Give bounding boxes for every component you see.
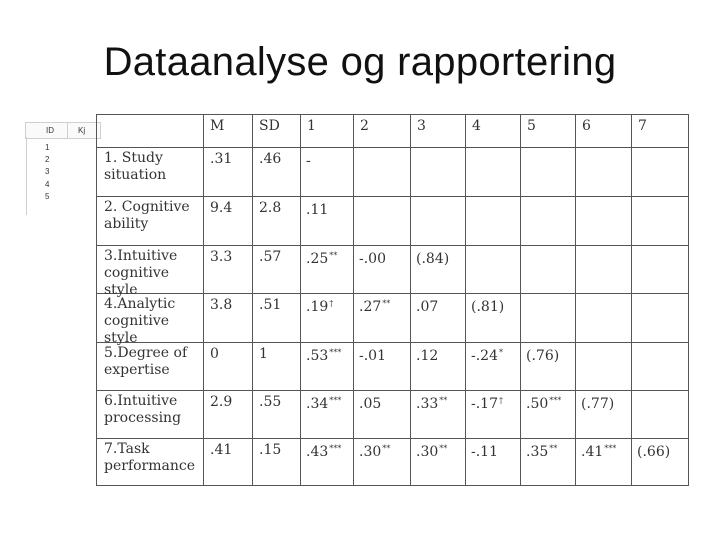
spreadsheet-row-id: 4 xyxy=(45,179,50,189)
column-header xyxy=(360,118,369,134)
correlation-cell-text: .12 xyxy=(416,348,439,364)
correlation-cell-text: -.17 xyxy=(471,396,498,412)
correlation-cell xyxy=(306,396,341,412)
column-header-text: 5 xyxy=(527,118,536,134)
correlation-cell-text: .35 xyxy=(526,444,549,460)
table-column-divider xyxy=(410,115,411,485)
mean-cell xyxy=(210,394,232,410)
spreadsheet-row-id: 5 xyxy=(45,191,50,201)
correlation-cell xyxy=(471,444,498,460)
correlation-cell-text: .30 xyxy=(416,444,439,460)
table-column-divider xyxy=(353,115,354,485)
row-label xyxy=(104,441,199,475)
sd-cell xyxy=(259,200,281,216)
spreadsheet-header-id: ID xyxy=(26,123,68,138)
column-header xyxy=(638,118,647,134)
mean-cell-text: .41 xyxy=(210,442,233,458)
significance-marker: ** xyxy=(382,444,391,453)
correlation-cell-text: - xyxy=(306,153,311,169)
significance-marker: *** xyxy=(604,444,617,453)
correlation-cell-text: .11 xyxy=(306,202,329,218)
correlation-cell-text: .27 xyxy=(359,299,382,315)
correlation-cell-text: .34 xyxy=(306,396,329,412)
correlation-cell xyxy=(581,444,616,460)
mean-cell-text: 2.9 xyxy=(210,394,233,410)
mean-cell xyxy=(210,297,232,313)
column-header xyxy=(259,118,280,134)
column-header-text: 2 xyxy=(360,118,369,134)
correlation-cell xyxy=(359,299,390,315)
mean-cell-text: 3.8 xyxy=(210,297,233,313)
sd-cell xyxy=(259,151,281,167)
correlation-cell xyxy=(359,348,386,364)
row-label-text: 5.Degree of expertise xyxy=(104,345,188,378)
row-label xyxy=(104,345,199,379)
mean-cell-text: .31 xyxy=(210,151,233,167)
spreadsheet-header-kj: Kj xyxy=(78,126,86,135)
column-header xyxy=(527,118,536,134)
spreadsheet-row-id: 2 xyxy=(45,155,50,165)
correlation-cell xyxy=(471,396,503,412)
correlation-cell xyxy=(416,444,447,460)
correlation-cell xyxy=(359,251,386,267)
sd-cell-text: .51 xyxy=(259,297,282,313)
correlation-cell-text: -.11 xyxy=(471,444,498,460)
row-label-text: 3.Intuitive cognitive style xyxy=(104,248,178,298)
correlation-cell-text: .25 xyxy=(306,251,329,267)
significance-marker: ** xyxy=(439,444,448,453)
spreadsheet-row-id: 1 xyxy=(45,143,50,152)
table-column-divider xyxy=(520,115,521,485)
correlation-cell-text: .07 xyxy=(416,299,439,315)
column-header xyxy=(307,118,316,134)
correlation-cell-text: (.81) xyxy=(471,299,505,315)
correlation-cell xyxy=(526,444,557,460)
correlation-cell-text: (.84) xyxy=(416,251,450,267)
column-header xyxy=(210,118,224,134)
row-label xyxy=(104,248,199,299)
column-header-text: 6 xyxy=(582,118,591,134)
sd-cell-text: 1 xyxy=(259,346,268,362)
correlation-cell-text: .33 xyxy=(416,396,439,412)
mean-cell-text: 0 xyxy=(210,346,219,362)
correlation-cell-text: (.77) xyxy=(581,396,615,412)
correlation-cell-text: -.00 xyxy=(359,251,386,267)
mean-cell-text: 3.3 xyxy=(210,249,233,265)
correlation-cell-text: .41 xyxy=(581,444,604,460)
spreadsheet-header xyxy=(25,122,101,139)
significance-marker: ** xyxy=(549,444,558,453)
table-row-divider xyxy=(97,390,688,391)
sd-cell xyxy=(259,394,281,410)
correlation-cell xyxy=(526,348,559,364)
spreadsheet-row-id: 3 xyxy=(45,167,50,177)
row-label-text: 1. Study situation xyxy=(104,150,167,183)
significance-marker: ** xyxy=(382,299,391,308)
correlation-cell xyxy=(306,299,333,315)
sd-cell xyxy=(259,346,268,362)
table-column-divider xyxy=(575,115,576,485)
row-label-text: 4.Analytic cognitive style xyxy=(104,296,176,346)
correlation-table xyxy=(96,114,689,486)
correlation-cell xyxy=(471,299,504,315)
sd-cell-text: .57 xyxy=(259,249,282,265)
correlation-cell-text: -.24 xyxy=(471,348,498,364)
column-header-text: 3 xyxy=(417,118,426,134)
correlation-cell xyxy=(306,348,341,364)
column-header-text: SD xyxy=(259,118,280,134)
correlation-cell xyxy=(581,396,614,412)
significance-marker: *** xyxy=(329,444,342,453)
table-column-divider xyxy=(300,115,301,485)
correlation-cell-text: .43 xyxy=(306,444,329,460)
correlation-cell xyxy=(359,444,390,460)
significance-marker: ** xyxy=(329,251,338,260)
mean-cell xyxy=(210,346,219,362)
correlation-cell-text: (.76) xyxy=(526,348,560,364)
significance-marker: *** xyxy=(329,396,342,405)
significance-marker: *** xyxy=(549,396,562,405)
table-row-divider xyxy=(97,196,688,197)
mean-cell xyxy=(210,249,232,265)
sd-cell-text: .46 xyxy=(259,151,282,167)
correlation-cell xyxy=(359,396,381,412)
mean-cell xyxy=(210,442,232,458)
table-column-divider xyxy=(203,115,204,485)
slide-title: Dataanalyse og rapportering xyxy=(103,40,617,84)
correlation-cell xyxy=(306,444,341,460)
significance-marker: † xyxy=(329,299,334,308)
correlation-cell-text: -.01 xyxy=(359,348,386,364)
correlation-cell xyxy=(306,202,328,218)
mean-cell xyxy=(210,200,232,216)
column-header-text: M xyxy=(210,118,225,134)
column-header-text: 7 xyxy=(638,118,647,134)
spreadsheet-fragment xyxy=(25,122,101,203)
correlation-cell-text: (.66) xyxy=(637,444,671,460)
correlation-cell xyxy=(471,348,503,364)
table-row-divider xyxy=(97,147,688,148)
correlation-cell xyxy=(416,348,438,364)
correlation-cell-text: .53 xyxy=(306,348,329,364)
correlation-cell xyxy=(416,396,447,412)
correlation-cell-text: .50 xyxy=(526,396,549,412)
mean-cell xyxy=(210,151,232,167)
sd-cell xyxy=(259,442,281,458)
column-header xyxy=(582,118,591,134)
significance-marker: † xyxy=(499,396,503,405)
mean-cell-text: 9.4 xyxy=(210,200,233,216)
table-column-divider xyxy=(252,115,253,485)
row-label-text: 2. Cognitive ability xyxy=(104,199,190,232)
sd-cell xyxy=(259,249,281,265)
table-row-divider xyxy=(97,245,688,246)
significance-marker: *** xyxy=(329,348,342,357)
correlation-cell xyxy=(306,251,337,267)
significance-marker: * xyxy=(499,348,503,357)
sd-cell-text: .55 xyxy=(259,394,282,410)
column-header xyxy=(417,118,426,134)
sd-cell-text: .15 xyxy=(259,442,282,458)
row-label xyxy=(104,199,199,233)
correlation-cell xyxy=(306,153,311,169)
column-header-text: 4 xyxy=(472,118,481,134)
correlation-cell xyxy=(637,444,670,460)
correlation-cell-text: .19 xyxy=(306,299,329,315)
sd-cell-text: 2.8 xyxy=(259,200,282,216)
correlation-cell xyxy=(416,251,449,267)
row-label xyxy=(104,150,199,184)
column-header-text: 1 xyxy=(307,118,316,134)
significance-marker: ** xyxy=(439,396,448,405)
correlation-cell-text: .30 xyxy=(359,444,382,460)
column-header xyxy=(472,118,481,134)
table-row-divider xyxy=(97,438,688,439)
sd-cell xyxy=(259,297,281,313)
correlation-cell xyxy=(416,299,438,315)
row-label xyxy=(104,296,199,347)
row-label xyxy=(104,393,199,427)
table-column-divider xyxy=(631,115,632,485)
correlation-cell xyxy=(526,396,561,412)
row-label-text: 7.Task performance xyxy=(104,441,196,474)
spreadsheet-gridline xyxy=(25,137,27,215)
correlation-cell-text: .05 xyxy=(359,396,382,412)
table-column-divider xyxy=(465,115,466,485)
row-label-text: 6.Intuitive processing xyxy=(104,393,182,426)
